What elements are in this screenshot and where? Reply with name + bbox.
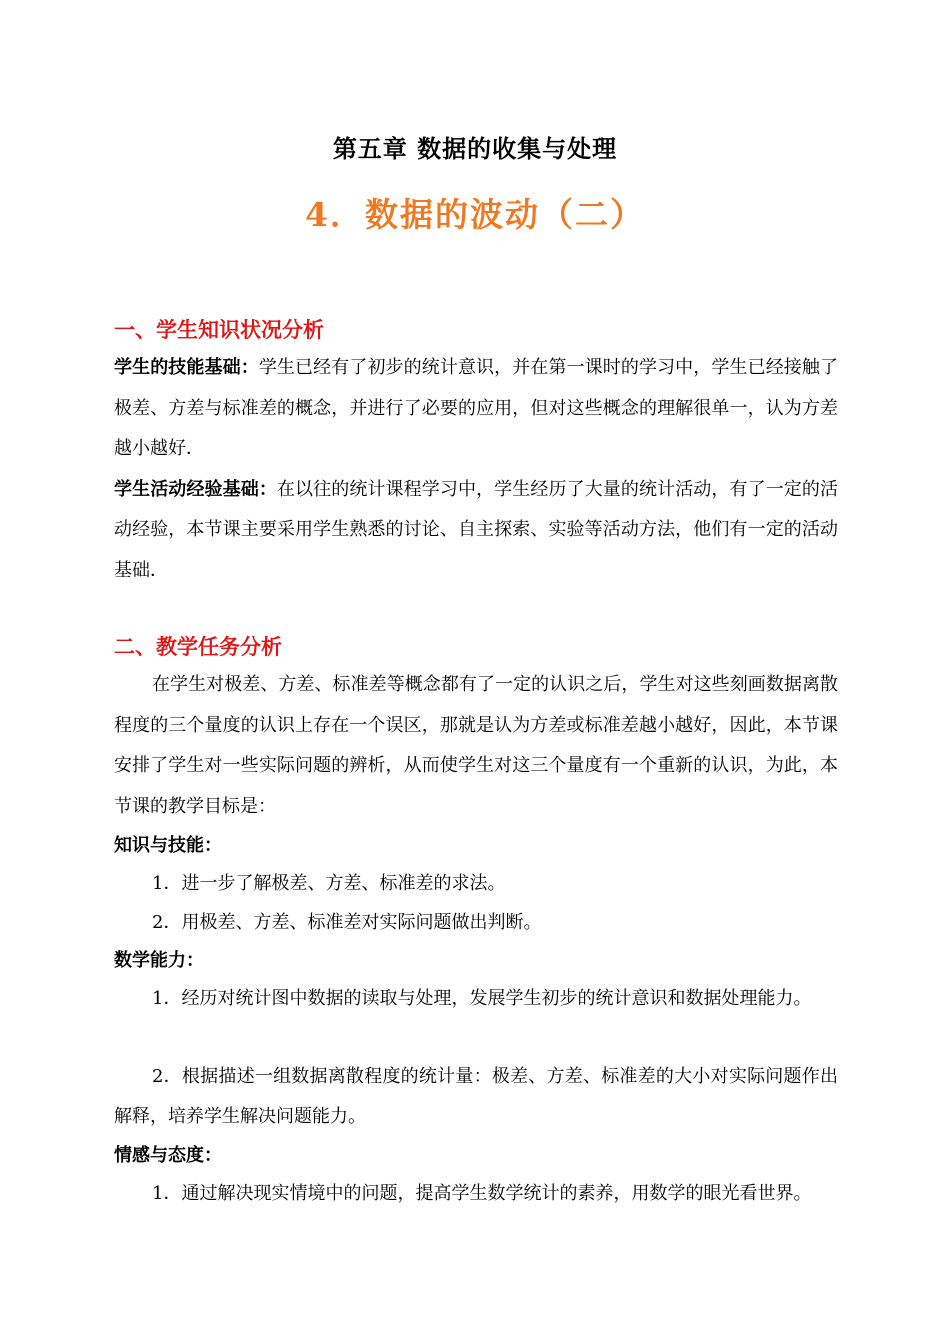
math-ability-item-2: 2．根据描述一组数据离散程度的统计量：极差、方差、标准差的大小对实际问题作出解释，培养学生解决问题能力。 xyxy=(114,1065,838,1127)
section-heading-student-analysis: 一、学生知识状况分析 xyxy=(114,317,324,342)
knowledge-skills-heading: 知识与技能： xyxy=(114,835,222,856)
lesson-title: 4．数据的波动（二） xyxy=(305,195,645,234)
math-ability-heading: 数学能力： xyxy=(114,950,204,971)
activity-foundation-label: 学生活动经验基础： xyxy=(114,478,277,500)
section-heading-task-analysis: 二、教学任务分析 xyxy=(114,634,282,659)
task-intro-paragraph: 在学生对极差、方差、标准差等概念都有了一定的认识之后，学生对这些刻画数据离散程度的三个量度的认识上存在一个误区，那就是认为方差或标准差越小越好，因此，本节课安排了学生对一些实际问题的辨析，从而使学生对这三个量度有一个重新的认识，为此，本节课的教学目标是： xyxy=(114,674,838,817)
skill-foundation-label: 学生的技能基础： xyxy=(114,357,259,378)
document-body xyxy=(114,312,838,1213)
skill-foundation-text: 学生已经有了初步的统计意识，并在第一课时的学习中，学生已经接触了极差、方差与标准差的概念，并进行了必要的应用，但对这些概念的理解很单一，认为方差越小越好． xyxy=(114,357,839,459)
math-ability-item-1: 1．经历对统计图中数据的读取与处理，发展学生初步的统计意识和数据处理能力。 xyxy=(152,988,812,1009)
section-spacer xyxy=(114,591,838,629)
knowledge-item-2: 2．用极差、方差、标准差对实际问题做出判断。 xyxy=(152,911,542,933)
activity-foundation-text: 在以往的统计课程学习中，学生经历了大量的统计活动，有了一定的活动经验，本节课主要采用学生熟悉的讨论、自主探索、实验等活动方法，他们有一定的活动基础． xyxy=(114,478,839,581)
skill-foundation-paragraph xyxy=(114,348,838,470)
activity-foundation-paragraph xyxy=(114,470,838,592)
emotion-attitude-item-1: 1．通过解决现实情境中的问题，提高学生数学统计的素养，用数学的眼光看世界。 xyxy=(152,1182,812,1204)
emotion-attitude-heading: 情感与态度： xyxy=(114,1144,222,1166)
chapter-title: 第五章 数据的收集与处理 xyxy=(332,134,618,163)
paragraph-spacer xyxy=(114,1019,838,1057)
knowledge-item-1: 1．进一步了解极差、方差、标准差的求法。 xyxy=(152,873,506,894)
